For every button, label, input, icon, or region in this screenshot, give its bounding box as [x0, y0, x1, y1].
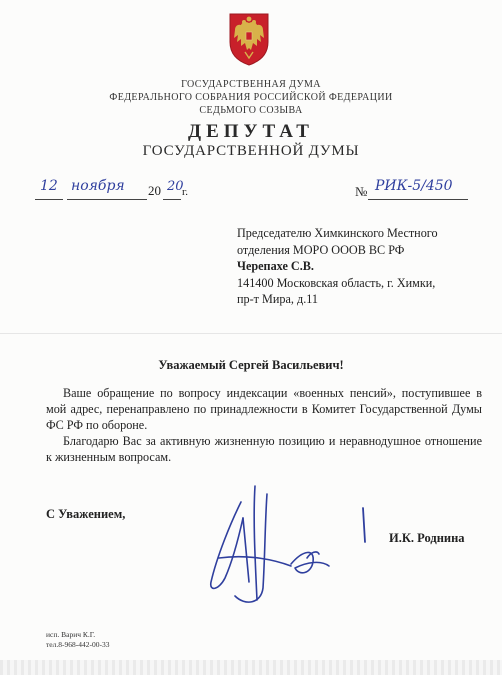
recipient-line-2: отделения МОРО ОООВ ВС РФ — [237, 242, 405, 257]
salutation: Уважаемый Сергей Васильевич! — [158, 358, 344, 372]
executor-name: исп. Варич К.Г. — [46, 630, 96, 639]
date-year-unit: г. — [182, 186, 189, 198]
date-year-underline — [163, 199, 181, 200]
number-sign: № — [355, 184, 368, 199]
date-month-underline — [67, 199, 147, 200]
date-day: 12 — [40, 178, 58, 194]
recipient-line-4: 141400 Московская область, г. Химки, — [237, 275, 436, 290]
body-paragraph-1: Ваше обращение по вопросу индексации «военных пенсий», поступившее в мой адрес, перенаправлено по принадлежности в Комитет Государственной Думы ФС РФ по обороне. — [46, 386, 482, 432]
coat-of-arms-eagle-icon — [228, 12, 270, 66]
recipient-name: Черепахе С.В. — [237, 259, 314, 274]
closing: С Уважением, — [46, 507, 126, 521]
letterhead-subtitle: ГОСУДАРСТВЕННОЙ ДУМЫ — [142, 143, 360, 159]
recipient-line-1: Председателю Химкинского Местного — [237, 226, 438, 240]
letter-body — [46, 385, 482, 465]
fold-line — [0, 333, 502, 334]
signer-name: И.К. Роднина — [389, 531, 465, 545]
recipient-line-5: пр-т Мира, д.11 — [237, 292, 318, 307]
number-underline — [368, 199, 468, 200]
org-line-3: СЕДЬМОГО СОЗЫВА — [199, 105, 303, 116]
date-day-underline — [35, 199, 63, 200]
date-year-suffix: 20 — [167, 179, 184, 194]
letter-number: РИК-5/450 — [375, 178, 453, 194]
executor-phone: тел.8-968-442-00-33 — [46, 640, 110, 649]
date-year-prefix: 20 — [148, 183, 161, 198]
org-line-1: ГОСУДАРСТВЕННАЯ ДУМА — [181, 79, 321, 90]
recipient-block — [237, 225, 438, 308]
org-line-2: ФЕДЕРАЛЬНОГО СОБРАНИЯ РОССИЙСКОЙ ФЕДЕРАЦИИ — [109, 92, 393, 103]
footer-contact — [46, 630, 109, 650]
body-paragraph-2: Благодарю Вас за активную жизненную позицию и неравнодушное отношение к жизненным вопросам. — [46, 434, 482, 464]
handwritten-signature — [195, 478, 375, 610]
page-bottom-border — [0, 660, 502, 675]
letterhead-title: ДЕПУТАТ — [188, 121, 314, 142]
date-month: ноября — [71, 178, 125, 194]
